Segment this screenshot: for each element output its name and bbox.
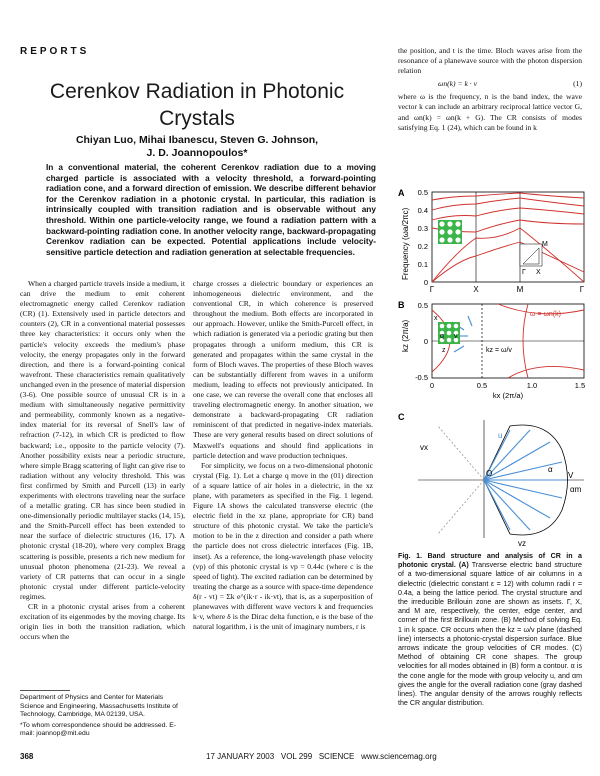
- section-header: REPORTS: [20, 46, 90, 57]
- tick: 0.2: [417, 242, 428, 251]
- body-column-1: [20, 279, 185, 642]
- body-column-3: [398, 46, 582, 133]
- c-u-label: u: [498, 431, 503, 440]
- b-z-label: z: [442, 347, 446, 354]
- footer-url: www.sciencemag.org: [361, 752, 437, 761]
- paragraph: CR in a photonic crystal arises from a coherent excitation of its eigenmodes by the moving charge. Its origin lies in both the transition radiation, which occurs when the: [20, 602, 185, 642]
- tick: X: [473, 285, 479, 294]
- brillouin-inset: [520, 241, 548, 276]
- paragraph: For simplicity, we focus on a two-dimensional photonic crystal (Fig. 1). Let a charge q move in the (01) direction of a square lattice of air holes in a dielectric, in the xz plane, with parameters as specified in the Fig. 1 legend. Figure 1A shows the calculated transverse electric (the electric field in the xz plane, appropriate for CR) band structure of this photonic crystal. We take the particle's motion to be in the z direction and consider a path where the particle does not cross dielectric interfaces (Fig. 1B, inset). As a reference, the long-wavelength phase velocity (vp) of this photonic crystal is vp = 0.44c (where c is the speed of light). The excited radiation can be determined by treating the charge as a source with space-time dependence δ(r - vt) = Σk e^(ik·r - ik·vt), that is, as a superposition of planewaves with different wave vectors k and frequencies k·v, where δ is the Dirac delta function, e is the base of the natural logarithm, i is the unit of imaginary numbers, r is: [193, 460, 373, 632]
- c-v-label: V: [568, 471, 574, 480]
- footer-date: 17 JANUARY 2003: [206, 752, 275, 761]
- caption-body: Transverse electric band structure of a two-dimensional square lattice of air columns in a dielectric (dielectric constant ε = 12) with column radii r = 0.4a, a being the lattice period. The crystal structure and the irreducible Brillouin zone are shown as insets. Γ, X, and M are, respectively, the center, edge center, and corner of the first Brillouin zone. (B) Method of solving Eq. 1 in k space. CR occurs when the kz = ω/v plane (dashed line) intersects a photonic-crystal dispersion surface. Blue arrows indicate the group velocities of CR modes. (C) Method of obtaining CR cone shapes. The group velocities for all modes obtained in (B) form a contour. α is the cone angle for the mode with group velocity u, and αm gives the angle for the overall radiation cone (gray dashed lines). The angular density of the arrows roughly reflects the CR angular distribution.: [398, 561, 582, 708]
- equation-1: [438, 79, 582, 89]
- panel-b-annotations: [434, 311, 561, 354]
- panel-b-ylabel: kz (2π/a): [401, 319, 410, 352]
- paragraph: When a charged particle travels inside a medium, it can drive the medium to emit coherent electromagnetic energy called Cerenkov radiation (CR) (1). Extensively used in particle detectors and counters (2), CR in a conventional material possesses three key characteristics: it occurs only when the particle's velocity exceeds the medium's phase velocity, the energy propagates only in the forward direction, and there is a forward-pointing conical wavefront. These characteristics remain qualitatively unchanged even in the presence of material dispersion (3-6). One possible source of unusual CR is in a medium with simultaneously negative permittivity and permeability, commonly known as a negative-index material for its reversal of Snell's law of refraction (7-12), in which CR is predicted to flow backward; i.e., opposite to the particle velocity (7). Another possibility exists near a periodic structure, where simple Bragg scattering of light can give rise to radiation without any velocity threshold. This was first confirmed by Smith and Purcell (13) in early experiments with electrons traveling near the surface of a metallic grating. CR has since been studied in one-dimensionally periodic multilayer stacks (14, 15), and the Smith-Purcell effect has been extended to near the surface of dielectric structures (16, 17). A photonic crystal (18-20), where very complex Bragg scattering is possible, presents a rich new medium for unusual photon phenomena (21-23). We reveal a variety of CR patterns that can occur in a single photonic crystal under different particle-velocity regimes.: [20, 279, 185, 601]
- panel-a-yticks: [418, 188, 428, 287]
- inset-gamma-label: Γ: [522, 269, 526, 276]
- c-alpham-label: αm: [570, 485, 582, 494]
- tick: 0.5: [417, 188, 428, 197]
- c-vz-label: vz: [518, 539, 526, 548]
- c-o-label: O: [486, 469, 493, 478]
- panel-a-label: A: [398, 188, 405, 198]
- tick: 0.5: [417, 301, 428, 310]
- c-vx-label: vx: [420, 443, 428, 452]
- authors-line-2: J. D. Joannopoulos*: [146, 147, 248, 159]
- b-omega-label: ω = ωn(k): [530, 311, 561, 318]
- caption-lead: Band structure and analysis of CR in a photonic crystal. (A): [398, 552, 582, 570]
- body-column-2: [193, 279, 373, 632]
- tick: Γ: [579, 285, 585, 294]
- footer-info: [206, 752, 437, 761]
- panel-b-xticks: [430, 381, 585, 390]
- tick: 1.0: [526, 381, 538, 390]
- tick: 0: [423, 337, 428, 346]
- b-v-label: v: [454, 333, 458, 340]
- panel-b-yticks: [415, 301, 428, 382]
- correspondence-note: *To whom correspondence should be addressed. E-mail: joannop@mit.edu: [20, 721, 177, 738]
- tick: 1.5: [574, 381, 586, 390]
- tick: 0.1: [417, 260, 428, 269]
- tick: 0: [423, 278, 428, 287]
- footer-journal: SCIENCE: [318, 752, 355, 761]
- tick: -0.5: [415, 373, 428, 382]
- paragraph: where ω is the frequency, n is the band index, the wave vector k can include an arbitrary reciprocal lattice vector G, and ωn(k) = ωn(k + G). The CR consists of modes satisfying Eq. 1 (24), which can be found in k: [398, 92, 582, 132]
- panel-a-xticks: [430, 285, 585, 294]
- b-x-label: x: [434, 315, 438, 322]
- abstract: In a conventional material, the coherent Cerenkov radiation due to a moving charged particle is associated with a velocity threshold, a forward-pointing radiation cone, and a forward direction of emission. We describe different behavior for the Cerenkov radiation in a photonic crystal. In particular, this radiation is intrinsically coupled with transition radiation and is observable without any threshold. Within one particle-velocity range, we found a radiation pattern with a backward-pointing radiation cone. In another velocity range, backward-propagating Cerenkov radiation can be expected. Potential applications include velocity-sensitive particle detection and radiation generation at selectable frequencies.: [46, 162, 376, 257]
- authors-line-1: Chiyan Luo, Mihai Ibanescu, Steven G. Johnson,: [75, 134, 319, 146]
- inset-m-label: M: [542, 241, 548, 248]
- tick: Γ: [429, 285, 435, 294]
- tick: 0.4: [417, 206, 428, 215]
- b-kz-label: kz = ω/v: [486, 347, 512, 354]
- inset-x-label: X: [536, 269, 541, 276]
- crystal-inset: [438, 220, 462, 244]
- equation-number: (1): [573, 79, 582, 89]
- footnote-rule: [20, 690, 70, 691]
- panel-c-label: C: [398, 412, 405, 422]
- footer-page-number: 368: [20, 752, 34, 761]
- c-velocity-arrows: [484, 430, 566, 530]
- tick: 0.3: [417, 224, 428, 233]
- b-q-label: q: [440, 333, 444, 340]
- author-list: [20, 134, 374, 160]
- panel-b-label: B: [398, 300, 405, 310]
- figure-1: [398, 180, 588, 550]
- caption-label: Fig. 1.: [398, 552, 422, 560]
- footnotes: [20, 694, 185, 739]
- paragraph: the position, and t is the time. Bloch waves arise from the resonance of a planewave source with the photon dispersion relation: [398, 46, 582, 76]
- article-title: Cerenkov Radiation in Photonic Crystals: [49, 80, 345, 130]
- equation-text: ωn(k) = k · v: [438, 79, 477, 89]
- figure-caption: [398, 552, 582, 708]
- affiliation-note: Department of Physics and Center for Materials Science and Engineering, Massachusetts Institute of Technology, Cambridge, MA 02139, USA.: [20, 694, 178, 719]
- tick: M: [516, 285, 524, 294]
- panel-b-xlabel: kx (2π/a): [492, 391, 524, 400]
- paragraph: charge crosses a dielectric boundary or experiences an inhomogeneous dielectric environment, and the conventional CR, in which coherence is preserved throughout the medium. Both effects are incorporated in our approach. However, unlike the Smith-Purcell effect, in which radiation is generated via a periodic grating but then propagates through a uniform medium, this CR is generated and propagates within the same crystal in the form of Bloch waves. The properties of these Bloch waves can be substantially different from waves in a uniform medium, leading to effects not previously anticipated. In one case, we can reverse the overall cone that encloses all traveling electromagnetic energy. In another situation, we demonstrate a backward-propagating CR radiation reminiscent of that predicted in negative-index materials. These are very general results based on direct solutions of Maxwell's equations and should find applications in particle detection and wave production techniques.: [193, 279, 373, 460]
- footer-volume: VOL 299: [280, 752, 313, 761]
- tick: 0: [429, 381, 435, 390]
- c-alpha-label: α: [548, 465, 553, 474]
- panel-a-ylabel: Frequency (ωa/2πc): [401, 207, 410, 280]
- tick: 0.5: [476, 381, 488, 390]
